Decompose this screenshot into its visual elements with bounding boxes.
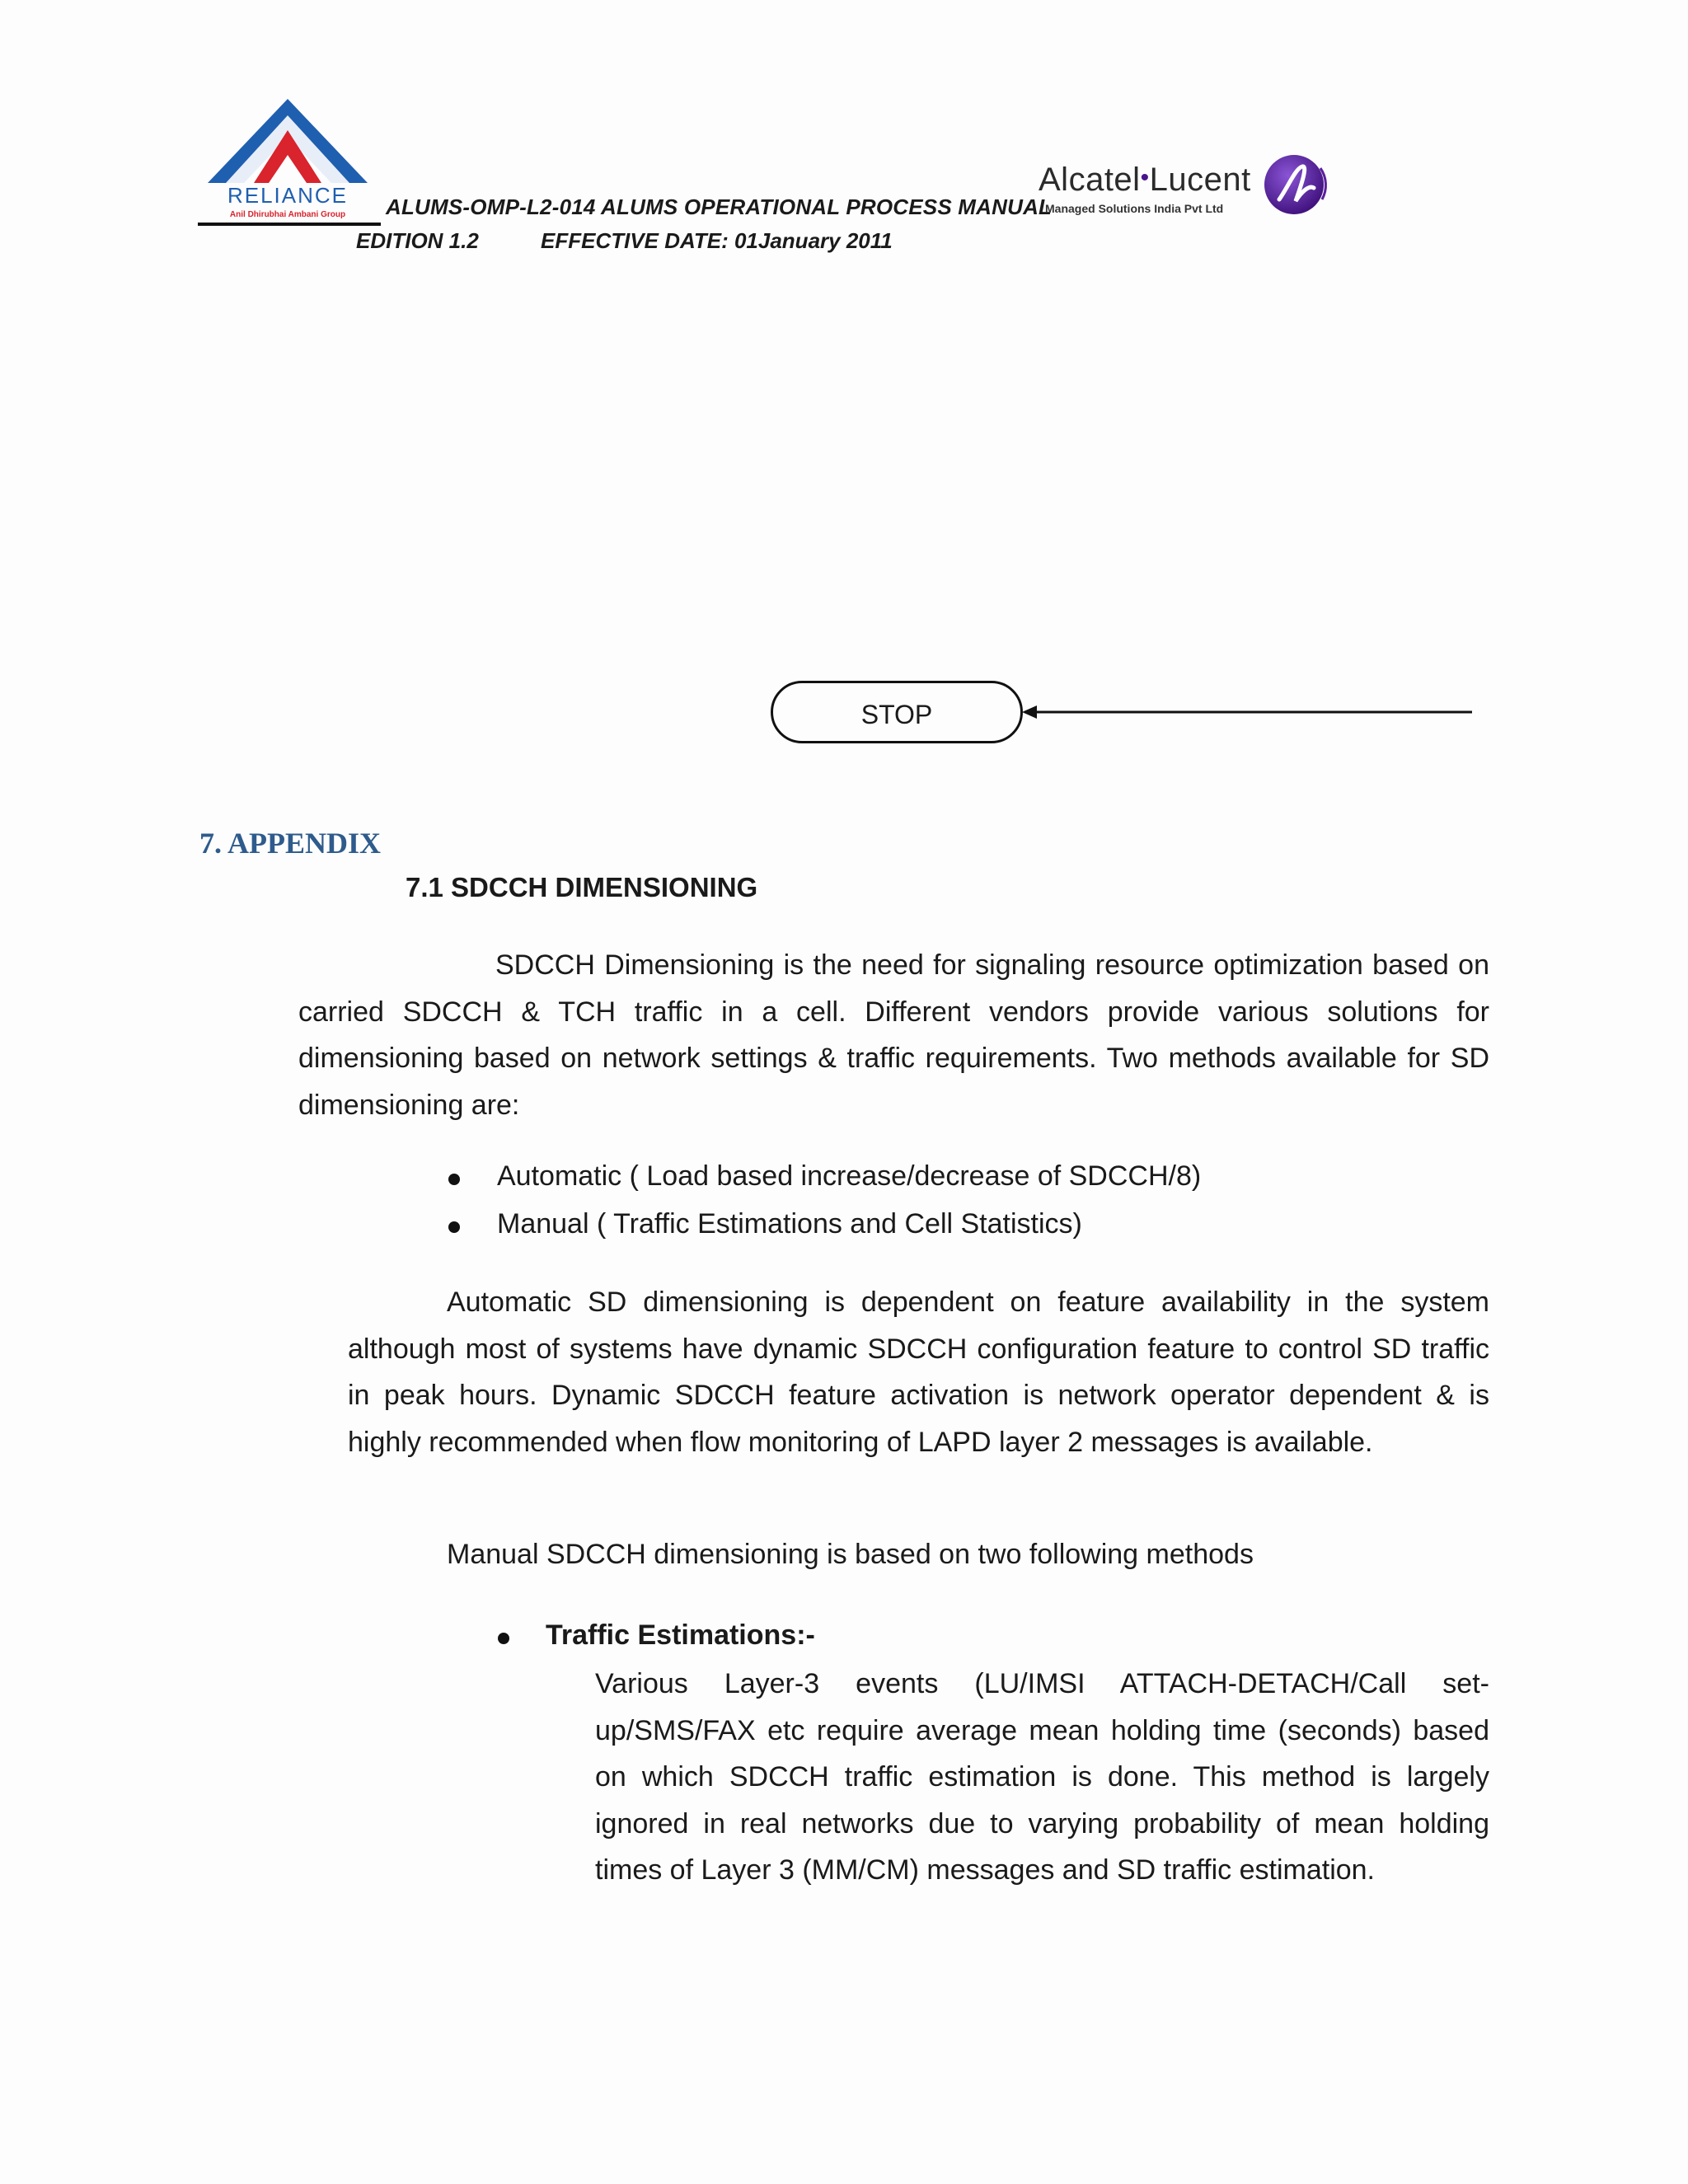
alcatel-name-left: Alcatel (1039, 162, 1141, 198)
wordmark-dot: • (1140, 164, 1150, 191)
svg-text:Anil Dhirubhai Ambani Group: Anil Dhirubhai Ambani Group (229, 210, 346, 219)
bullet-icon (448, 1221, 460, 1233)
paragraph-intro: SDCCH Dimensioning is the need for signaling resource optimization based on carried SDCCH & TCH traffic in a cell. Different vendors provide various solutions for dimensioning based on network settings & traffic requirements. Two methods available for SD dimensioning are: (298, 949, 1489, 1121)
effective-date: EFFECTIVE DATE: 01January 2011 (541, 228, 893, 253)
stop-terminator (771, 681, 1023, 743)
bullet-icon (498, 1633, 509, 1644)
header-rule (198, 223, 381, 226)
subsection-heading: 7.1 SDCCH DIMENSIONING (406, 872, 758, 902)
document-title: ALUMS-OMP-L2-014 ALUMS OPERATIONAL PROCESS MANUAL (386, 194, 1053, 219)
reliance-logo (198, 97, 377, 221)
paragraph-traffic-estimations: Various Layer-3 events (LU/IMSI ATTACH-DETACH/Call set-up/SMS/FAX etc require average mean holding time (seconds) based on which SDCCH traffic estimation is done. This method is largely ignored in real networks due to varying probability of mean holding times of Layer 3 (MM/CM) messages and SD traffic estimation. (595, 1668, 1489, 1886)
alcatel-lucent-wordmark (1039, 162, 1251, 199)
alcatel-name-right: Lucent (1149, 162, 1251, 198)
bullet-icon (448, 1174, 460, 1185)
paragraph-manual: Manual SDCCH dimensioning is based on two following methods (447, 1539, 1254, 1570)
stop-label: STOP (860, 699, 933, 729)
paragraph-automatic: Automatic SD dimensioning is dependent on feature availability in the system although most of systems have dynamic SDCCH configuration feature to control SD traffic in peak hours. Dynamic SDCCH feature activation is network operator dependent & is highly recommended when flow monitoring of LAPD layer 2 messages is available. (348, 1286, 1489, 1458)
alcatel-lucent-globe-icon (1263, 152, 1329, 218)
svg-text:RELIANCE: RELIANCE (227, 183, 349, 208)
traffic-estimations-heading: Traffic Estimations:- (546, 1619, 815, 1651)
flow-arrow (1020, 702, 1474, 722)
section-heading: 7. APPENDIX (199, 827, 382, 860)
list-item-automatic: Automatic ( Load based increase/decrease of SDCCH/8) (497, 1160, 1202, 1192)
edition-label: EDITION 1.2 (356, 228, 479, 253)
list-item-manual: Manual ( Traffic Estimations and Cell Statistics) (497, 1208, 1082, 1240)
alcatel-lucent-subtitle: Managed Solutions India Pvt Ltd (1045, 202, 1224, 215)
